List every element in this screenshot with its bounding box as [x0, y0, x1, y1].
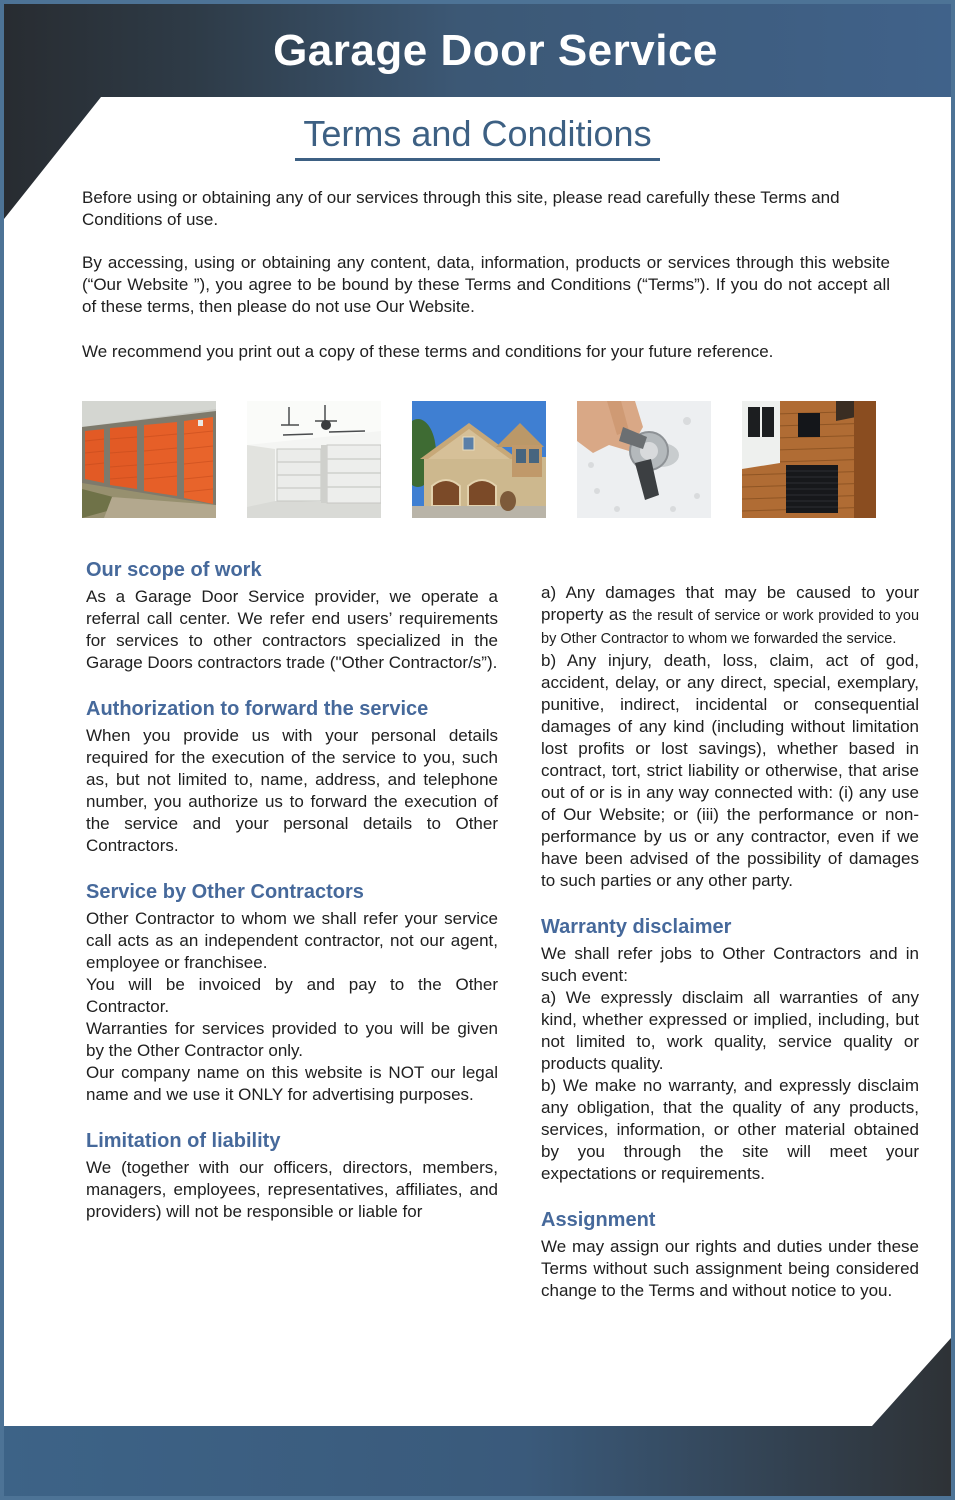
- liability-item-a: [541, 582, 919, 650]
- intro-paragraph-2: By accessing, using or obtaining any content, data, information, products or services through this website (“Our Website ”), you agree to be bound by these Terms and Conditions (“Terms”). If you do not accept all of these terms, then please do not use Our Website.: [82, 253, 890, 316]
- liability-item-b: b) Any injury, death, loss, claim, act of god, accident, delay, or any direct, special, exemplary, punitive, indirect, incidental or consequential damages of any kind (including without limitation lost profits or lost savings), whether based in contract, tort, strict liability or otherwise, that arise out of or is in any way connected with: (i) any use of Our Website; or (iii) the performance or non-performance by us or any contractor, even if we have been advised of the possibility of damages to such parties or any other party.: [541, 651, 919, 890]
- section-paragraph: You will be invoiced by and pay to the Other Contractor.: [86, 975, 498, 1016]
- section-paragraph: Warranties for services provided to you will be given by the Other Contractor only.: [86, 1019, 498, 1060]
- section-paragraph: a) We expressly disclaim all warranties of any kind, whether expressed or implied, including, but not limited to, work quality, service quality or products quality.: [541, 988, 919, 1073]
- section-paragraph: When you provide us with your personal details required for the execution of the service to you, such as, but not limited to, name, address, and telephone number, you authorize us to forward the execution of the service and your personal details to Other Contractors.: [86, 726, 498, 855]
- photo-orange-storage-doors: [82, 401, 216, 518]
- section-heading: Limitation of liability: [86, 1130, 281, 1152]
- intro-paragraph-3: We recommend you print out a copy of these terms and conditions for your future reference.: [82, 342, 774, 361]
- section-heading: Assignment: [541, 1209, 656, 1231]
- content: [4, 97, 951, 1302]
- intro-paragraph-1: Before using or obtaining any of our services through this site, please read carefully these Terms and Conditions of use.: [82, 188, 840, 229]
- section-limitation-of-liability: [86, 1128, 498, 1223]
- section-heading: Service by Other Contractors: [86, 881, 364, 903]
- section-assignment: [541, 1207, 919, 1302]
- two-column-body: [86, 557, 951, 1302]
- liability-item-a-rest: the result of service or work provided to you by Other Contractor to whom we forwarded the service.: [541, 608, 920, 647]
- section-paragraph: Our company name on this website is NOT our legal name and we use it ONLY for advertising purposes.: [86, 1063, 498, 1104]
- header: [4, 4, 951, 97]
- section-paragraph: We may assign our rights and duties under these Terms without such assignment being considered change to the Terms and without notice to you.: [541, 1237, 919, 1300]
- left-column: [86, 557, 498, 1302]
- subtitle-row: [4, 113, 951, 161]
- section-authorization: [86, 696, 498, 857]
- section-warranty-disclaimer: [541, 914, 919, 1185]
- photo-hand-grinder-wall: [577, 401, 711, 518]
- photo-strip: [82, 401, 951, 518]
- section-paragraph: b) We make no warranty, and expressly disclaim any obligation, that the quality of any products, services, information, or other material obtained by you through the site will meet your expectations or requirements.: [541, 1076, 919, 1183]
- photo-stone-house-two-doors: [412, 401, 546, 518]
- photo-garage-interior-opener: [247, 401, 381, 518]
- section-heading: Our scope of work: [86, 559, 262, 581]
- section-heading: Warranty disclaimer: [541, 916, 732, 938]
- right-column: [541, 557, 919, 1302]
- terms-heading: Terms and Conditions: [295, 113, 659, 161]
- page-title: Garage Door Service: [273, 25, 718, 75]
- section-service-by-others: [86, 879, 498, 1106]
- footer-band: [4, 1338, 951, 1496]
- section-paragraph: As a Garage Door Service provider, we operate a referral call center. We refer end users’ requirements for services to other contractors specialized in the Garage Doors contractors trade ("Other Contractor/s”).: [86, 587, 498, 672]
- liability-item-a-lead: a) Any damages that may be caused to your property as: [541, 583, 919, 624]
- section-paragraph: We shall refer jobs to Other Contractors and in such event:: [541, 944, 919, 985]
- photo-wood-clad-building: [742, 401, 876, 518]
- section-scope-of-work: [86, 557, 498, 674]
- section-paragraph: Other Contractor to whom we shall refer your service call acts as an independent contractor, not our agent, employee or franchisee.: [86, 909, 498, 972]
- section-paragraph: We (together with our officers, directors, members, managers, employees, representatives, affiliates, and providers) will not be responsible or liable for: [86, 1158, 498, 1221]
- section-heading: Authorization to forward the service: [86, 698, 429, 720]
- intro-block: [82, 187, 890, 363]
